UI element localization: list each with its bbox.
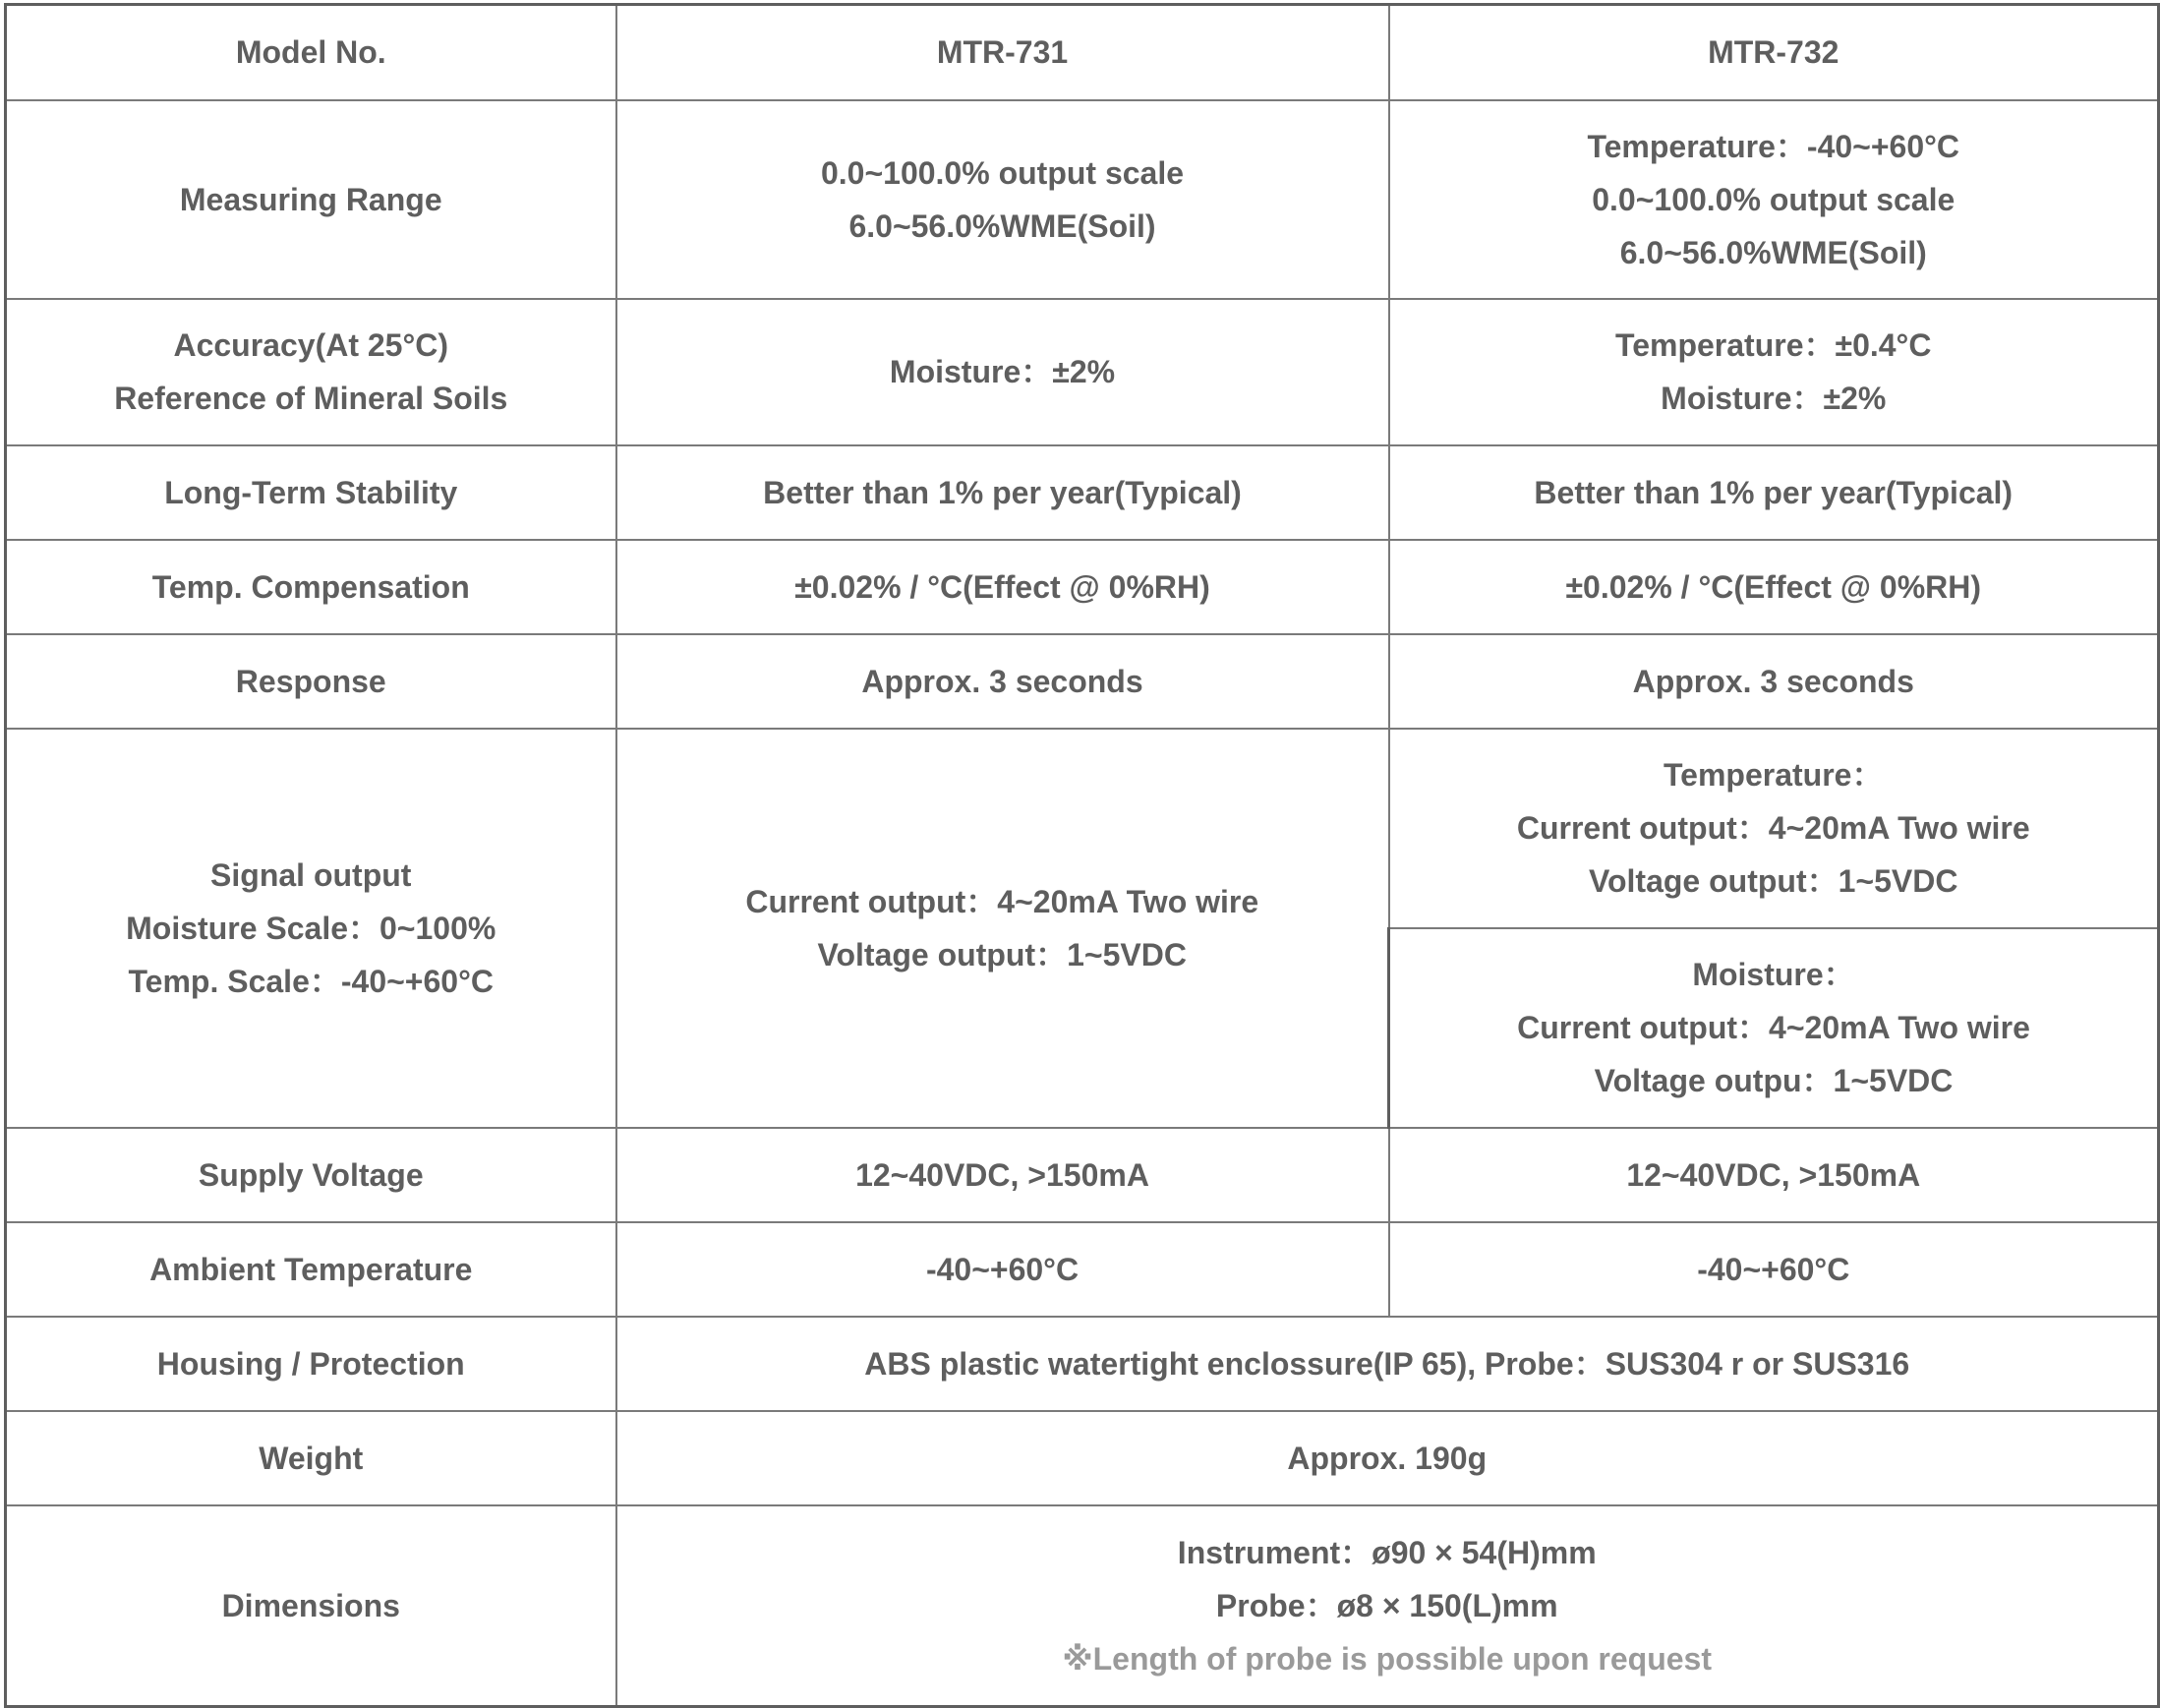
table-row-signal-temperature	[6, 729, 2159, 928]
response-label: Response	[6, 634, 616, 729]
supply-label: Supply Voltage	[6, 1128, 616, 1222]
ambient-b: -40~+60°C	[1389, 1222, 2159, 1317]
stability-b: Better than 1% per year(Typical)	[1389, 445, 2159, 540]
table-row-measuring-range	[6, 100, 2159, 299]
weight-value: Approx. 190g	[616, 1411, 2159, 1505]
accuracy-b-line-1: Temperature：±0.4°C	[1615, 327, 1932, 363]
accuracy-b	[1389, 299, 2159, 445]
supply-a: 12~40VDC, >150mA	[616, 1128, 1389, 1222]
spec-table	[4, 3, 2160, 1708]
measuring-range-b	[1389, 100, 2159, 299]
dimensions-instrument: Instrument：ø90 × 54(H)mm	[1177, 1534, 1597, 1570]
table-row-accuracy	[6, 299, 2159, 445]
header-label: Model No.	[6, 5, 616, 100]
signal-a-line-1: Current output：4~20mA Two wire	[745, 883, 1259, 919]
signal-label-line-3: Temp. Scale：-40~+60°C	[128, 963, 494, 999]
weight-label: Weight	[6, 1411, 616, 1505]
signal-b-temperature-line-1: Temperature：	[1664, 757, 1884, 793]
signal-a	[616, 729, 1389, 1128]
table-row-dimensions	[6, 1505, 2159, 1707]
measuring-range-a	[616, 100, 1389, 299]
table-row-stability	[6, 445, 2159, 540]
compensation-label: Temp. Compensation	[6, 540, 616, 634]
accuracy-b-line-2: Moisture：±2%	[1661, 381, 1887, 416]
ambient-label: Ambient Temperature	[6, 1222, 616, 1317]
measuring-range-b-line-2: 0.0~100.0% output scale	[1592, 181, 1956, 217]
signal-b-moisture-line-2: Current output：4~20mA Two wire	[1517, 1010, 2030, 1045]
signal-b-moisture-line-3: Voltage outpu：1~5VDC	[1594, 1063, 1954, 1098]
table-row-header	[6, 5, 2159, 100]
measuring-range-a-line-1: 0.0~100.0% output scale	[820, 154, 1185, 191]
signal-label-line-1: Signal output	[210, 856, 412, 893]
table-row-supply	[6, 1128, 2159, 1222]
accuracy-label-line-1: Accuracy(At 25°C)	[173, 327, 449, 363]
signal-b-temperature-line-3: Voltage output：1~5VDC	[1589, 863, 1958, 899]
dimensions-note: ※Length of probe is possible upon request	[1062, 1640, 1712, 1677]
table-row-compensation	[6, 540, 2159, 634]
header-model-b: MTR-732	[1389, 5, 2159, 100]
measuring-range-b-line-3: 6.0~56.0%WME(Soil)	[1619, 234, 1927, 270]
measuring-range-label: Measuring Range	[6, 100, 616, 299]
signal-label-line-2: Moisture Scale：0~100%	[126, 910, 496, 946]
header-model-a: MTR-731	[616, 5, 1389, 100]
signal-b-temperature-line-2: Current output：4~20mA Two wire	[1516, 810, 2030, 846]
stability-a: Better than 1% per year(Typical)	[616, 445, 1389, 540]
signal-b-moisture	[1389, 928, 2159, 1128]
signal-a-line-2: Voltage output：1~5VDC	[817, 936, 1187, 972]
dimensions-label: Dimensions	[6, 1505, 616, 1707]
accuracy-a	[616, 299, 1389, 445]
table-row-weight	[6, 1411, 2159, 1505]
accuracy-label	[6, 299, 616, 445]
response-a: Approx. 3 seconds	[616, 634, 1389, 729]
compensation-b: ±0.02% / °C(Effect @ 0%RH)	[1389, 540, 2159, 634]
signal-label	[6, 729, 616, 1128]
dimensions-value	[616, 1505, 2159, 1707]
dimensions-probe: Probe：ø8 × 150(L)mm	[1215, 1587, 1558, 1623]
table-row-response	[6, 634, 2159, 729]
measuring-range-a-line-2: 6.0~56.0%WME(Soil)	[848, 207, 1156, 244]
compensation-a: ±0.02% / °C(Effect @ 0%RH)	[616, 540, 1389, 634]
accuracy-label-line-2: Reference of Mineral Soils	[114, 381, 508, 416]
table-row-ambient	[6, 1222, 2159, 1317]
accuracy-a-line-1: Moisture：±2%	[889, 354, 1116, 389]
supply-b: 12~40VDC, >150mA	[1389, 1128, 2159, 1222]
signal-b-temperature	[1389, 729, 2159, 928]
table-row-housing	[6, 1317, 2159, 1411]
ambient-a: -40~+60°C	[616, 1222, 1389, 1317]
response-b: Approx. 3 seconds	[1389, 634, 2159, 729]
housing-value: ABS plastic watertight enclossure(IP 65), Probe：SUS304 r or SUS316	[616, 1317, 2159, 1411]
stability-label: Long-Term Stability	[6, 445, 616, 540]
measuring-range-b-line-1: Temperature：-40~+60°C	[1587, 128, 1960, 164]
housing-label: Housing / Protection	[6, 1317, 616, 1411]
signal-b-moisture-line-1: Moisture：	[1692, 957, 1855, 992]
